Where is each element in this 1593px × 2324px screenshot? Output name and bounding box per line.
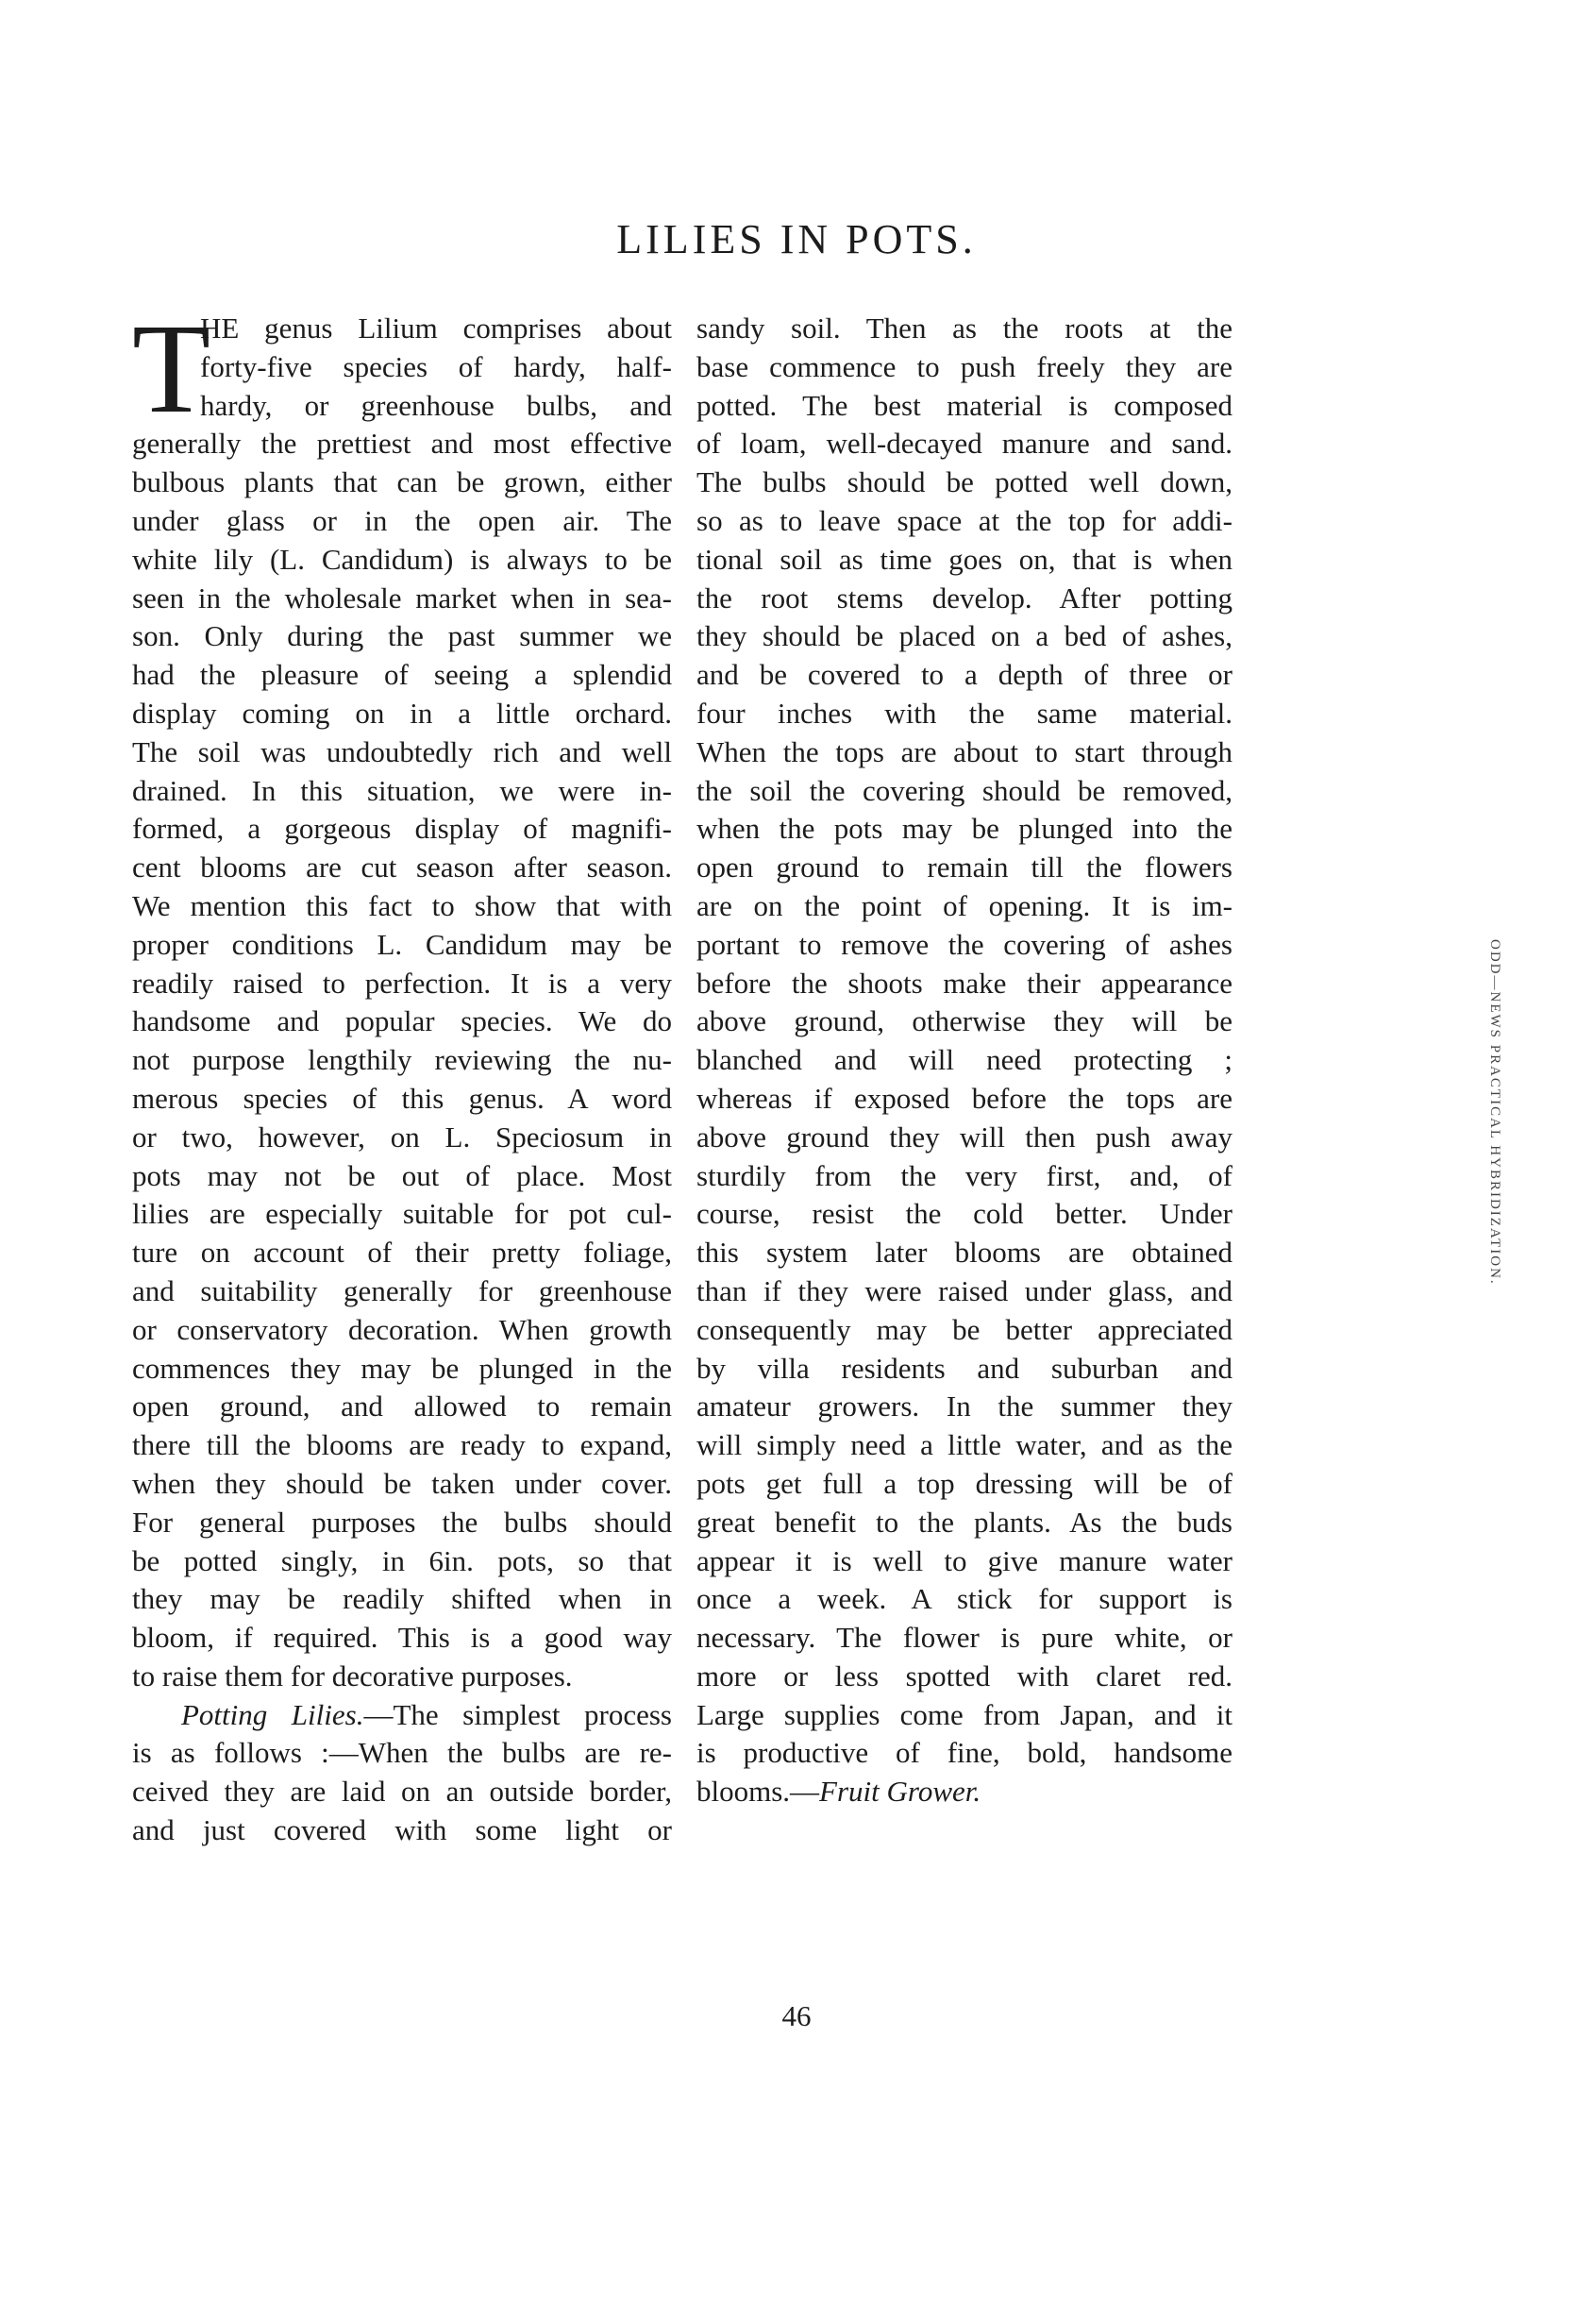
text-line: white lily (L. Candidum) is always to be xyxy=(132,542,672,576)
text-line: cent blooms are cut season after season. xyxy=(132,850,672,884)
page-title: LILIES IN POTS. xyxy=(616,216,977,262)
article-left-column xyxy=(132,298,672,1850)
text-line: HE genus Lilium comprises about xyxy=(200,312,672,345)
text-line: more or less spotted with claret red. xyxy=(696,1659,1232,1692)
text-line: the soil the covering should be removed, xyxy=(696,773,1232,807)
text-line: or two, however, on L. Speciosum in xyxy=(132,1120,672,1154)
text-line: when the pots may be plunged into the xyxy=(696,812,1232,846)
text-line: son. Only during the past summer we xyxy=(132,619,672,653)
text-line: by villa residents and suburban and xyxy=(696,1351,1232,1385)
text-line: consequently may be better appreciated xyxy=(696,1312,1232,1346)
text-line: Large supplies come from Japan, and it xyxy=(696,1697,1232,1731)
text-line: display coming on in a little orchard. xyxy=(132,696,672,730)
text-line: sandy soil. Then as the roots at the xyxy=(696,312,1232,345)
text-line: necessary. The flower is pure white, or xyxy=(696,1621,1232,1655)
text-line: blanched and will need protecting ; xyxy=(696,1043,1232,1077)
text-line: hardy, or greenhouse bulbs, and xyxy=(200,388,672,422)
text-line: The soil was undoubtedly rich and well xyxy=(132,734,672,768)
text-line: they should be placed on a bed of ashes, xyxy=(696,619,1232,653)
text-line: under glass or in the open air. The xyxy=(132,503,672,537)
subhead: Potting Lilies. xyxy=(181,1697,364,1731)
text-line: not purpose lengthily reviewing the nu- xyxy=(132,1043,672,1077)
text-line: formed, a gorgeous display of magnifi- xyxy=(132,812,672,846)
text-line: open ground, and allowed to remain xyxy=(132,1389,672,1423)
text-line: before the shoots make their appearance xyxy=(696,966,1232,1000)
text-line: great benefit to the plants. As the buds xyxy=(696,1505,1232,1539)
text-line: and just covered with some light or xyxy=(132,1813,672,1847)
text-line: proper conditions L. Candidum may be xyxy=(132,927,672,961)
text-line: tional soil as time goes on, that is when xyxy=(696,542,1232,576)
text-line: had the pleasure of seeing a splendid xyxy=(132,658,672,692)
text-line: is as follows :—When the bulbs are re- xyxy=(132,1736,672,1770)
text-line: are on the point of opening. It is im- xyxy=(696,888,1232,922)
text-line: and suitability generally for greenhouse xyxy=(132,1273,672,1307)
closing-text: blooms.— xyxy=(696,1775,820,1809)
text-line: appear it is well to give manure water xyxy=(696,1543,1232,1577)
text-line: than if they were raised under glass, and xyxy=(696,1273,1232,1307)
text-line: readily raised to perfection. It is a very xyxy=(132,966,672,1000)
text-line: bloom, if required. This is a good way xyxy=(132,1621,672,1655)
text-line: base commence to push freely they are xyxy=(696,349,1232,383)
text-line: The bulbs should be potted well down, xyxy=(696,465,1232,499)
text-line: seen in the wholesale market when in sea- xyxy=(132,581,672,615)
text-line: pots may not be out of place. Most xyxy=(132,1158,672,1192)
text-line: is productive of fine, bold, handsome xyxy=(696,1736,1232,1770)
text-line: drained. In this situation, we were in- xyxy=(132,773,672,807)
text-line: generally the prettiest and most effective xyxy=(132,427,672,461)
text-line: merous species of this genus. A word xyxy=(132,1081,672,1115)
text-line: whereas if exposed before the tops are xyxy=(696,1081,1232,1115)
text-line: course, resist the cold better. Under xyxy=(696,1197,1232,1231)
text-line: four inches with the same material. xyxy=(696,696,1232,730)
text-line: potted. The best material is composed xyxy=(696,388,1232,422)
text-line: commences they may be plunged in the xyxy=(132,1351,672,1385)
text-line: this system later blooms are obtained xyxy=(696,1236,1232,1270)
text-line: so as to leave space at the top for addi- xyxy=(696,503,1232,537)
text-line: ture on account of their pretty foliage, xyxy=(132,1236,672,1270)
closing-line xyxy=(696,1773,1232,1811)
text-line: portant to remove the covering of ashes xyxy=(696,927,1232,961)
text-line: pots get full a top dressing will be of xyxy=(696,1466,1232,1500)
text-line: lilies are especially suitable for pot cul- xyxy=(132,1197,672,1231)
text-line: above ground, otherwise they will be xyxy=(696,1004,1232,1038)
text-line: will simply need a little water, and as the xyxy=(696,1428,1232,1462)
dropcap-letter: T xyxy=(132,298,211,440)
text-line: and be covered to a depth of three or xyxy=(696,658,1232,692)
text-line: We mention this fact to show that with xyxy=(132,888,672,922)
text-line: to raise them for decorative purposes. xyxy=(132,1659,573,1692)
side-note: ODD—NEWS PRACTICAL HYBRIDIZATION. xyxy=(1487,938,1502,1286)
text-line: there till the blooms are ready to expand, xyxy=(132,1428,672,1462)
subhead-text: —The simplest process xyxy=(363,1697,672,1731)
text-line: forty-five species of hardy, half- xyxy=(200,349,672,383)
text-line: handsome and popular species. We do xyxy=(132,1004,672,1038)
article-right-column xyxy=(696,310,1232,1811)
text-line: When the tops are about to start through xyxy=(696,734,1232,768)
text-line: be potted singly, in 6in. pots, so that xyxy=(132,1543,672,1577)
text-line: For general purposes the bulbs should xyxy=(132,1505,672,1539)
text-line: once a week. A stick for support is xyxy=(696,1582,1232,1616)
text-line: they may be readily shifted when in xyxy=(132,1582,672,1616)
text-line: the root stems develop. After potting xyxy=(696,581,1232,615)
text-line: bulbous plants that can be grown, either xyxy=(132,465,672,499)
page-number: 46 xyxy=(781,1999,812,2032)
text-line: or conservatory decoration. When growth xyxy=(132,1312,672,1346)
text-line: sturdily from the very first, and, of xyxy=(696,1158,1232,1192)
text-line: open ground to remain till the flowers xyxy=(696,850,1232,884)
text-line: ceived they are laid on an outside border, xyxy=(132,1775,672,1809)
subhead-line xyxy=(132,1696,672,1735)
text-line: when they should be taken under cover. xyxy=(132,1466,672,1500)
source-credit: Fruit Grower. xyxy=(819,1775,981,1809)
text-line: of loam, well-decayed manure and sand. xyxy=(696,427,1232,461)
text-line: amateur growers. In the summer they xyxy=(696,1389,1232,1423)
text-line: above ground they will then push away xyxy=(696,1120,1232,1154)
